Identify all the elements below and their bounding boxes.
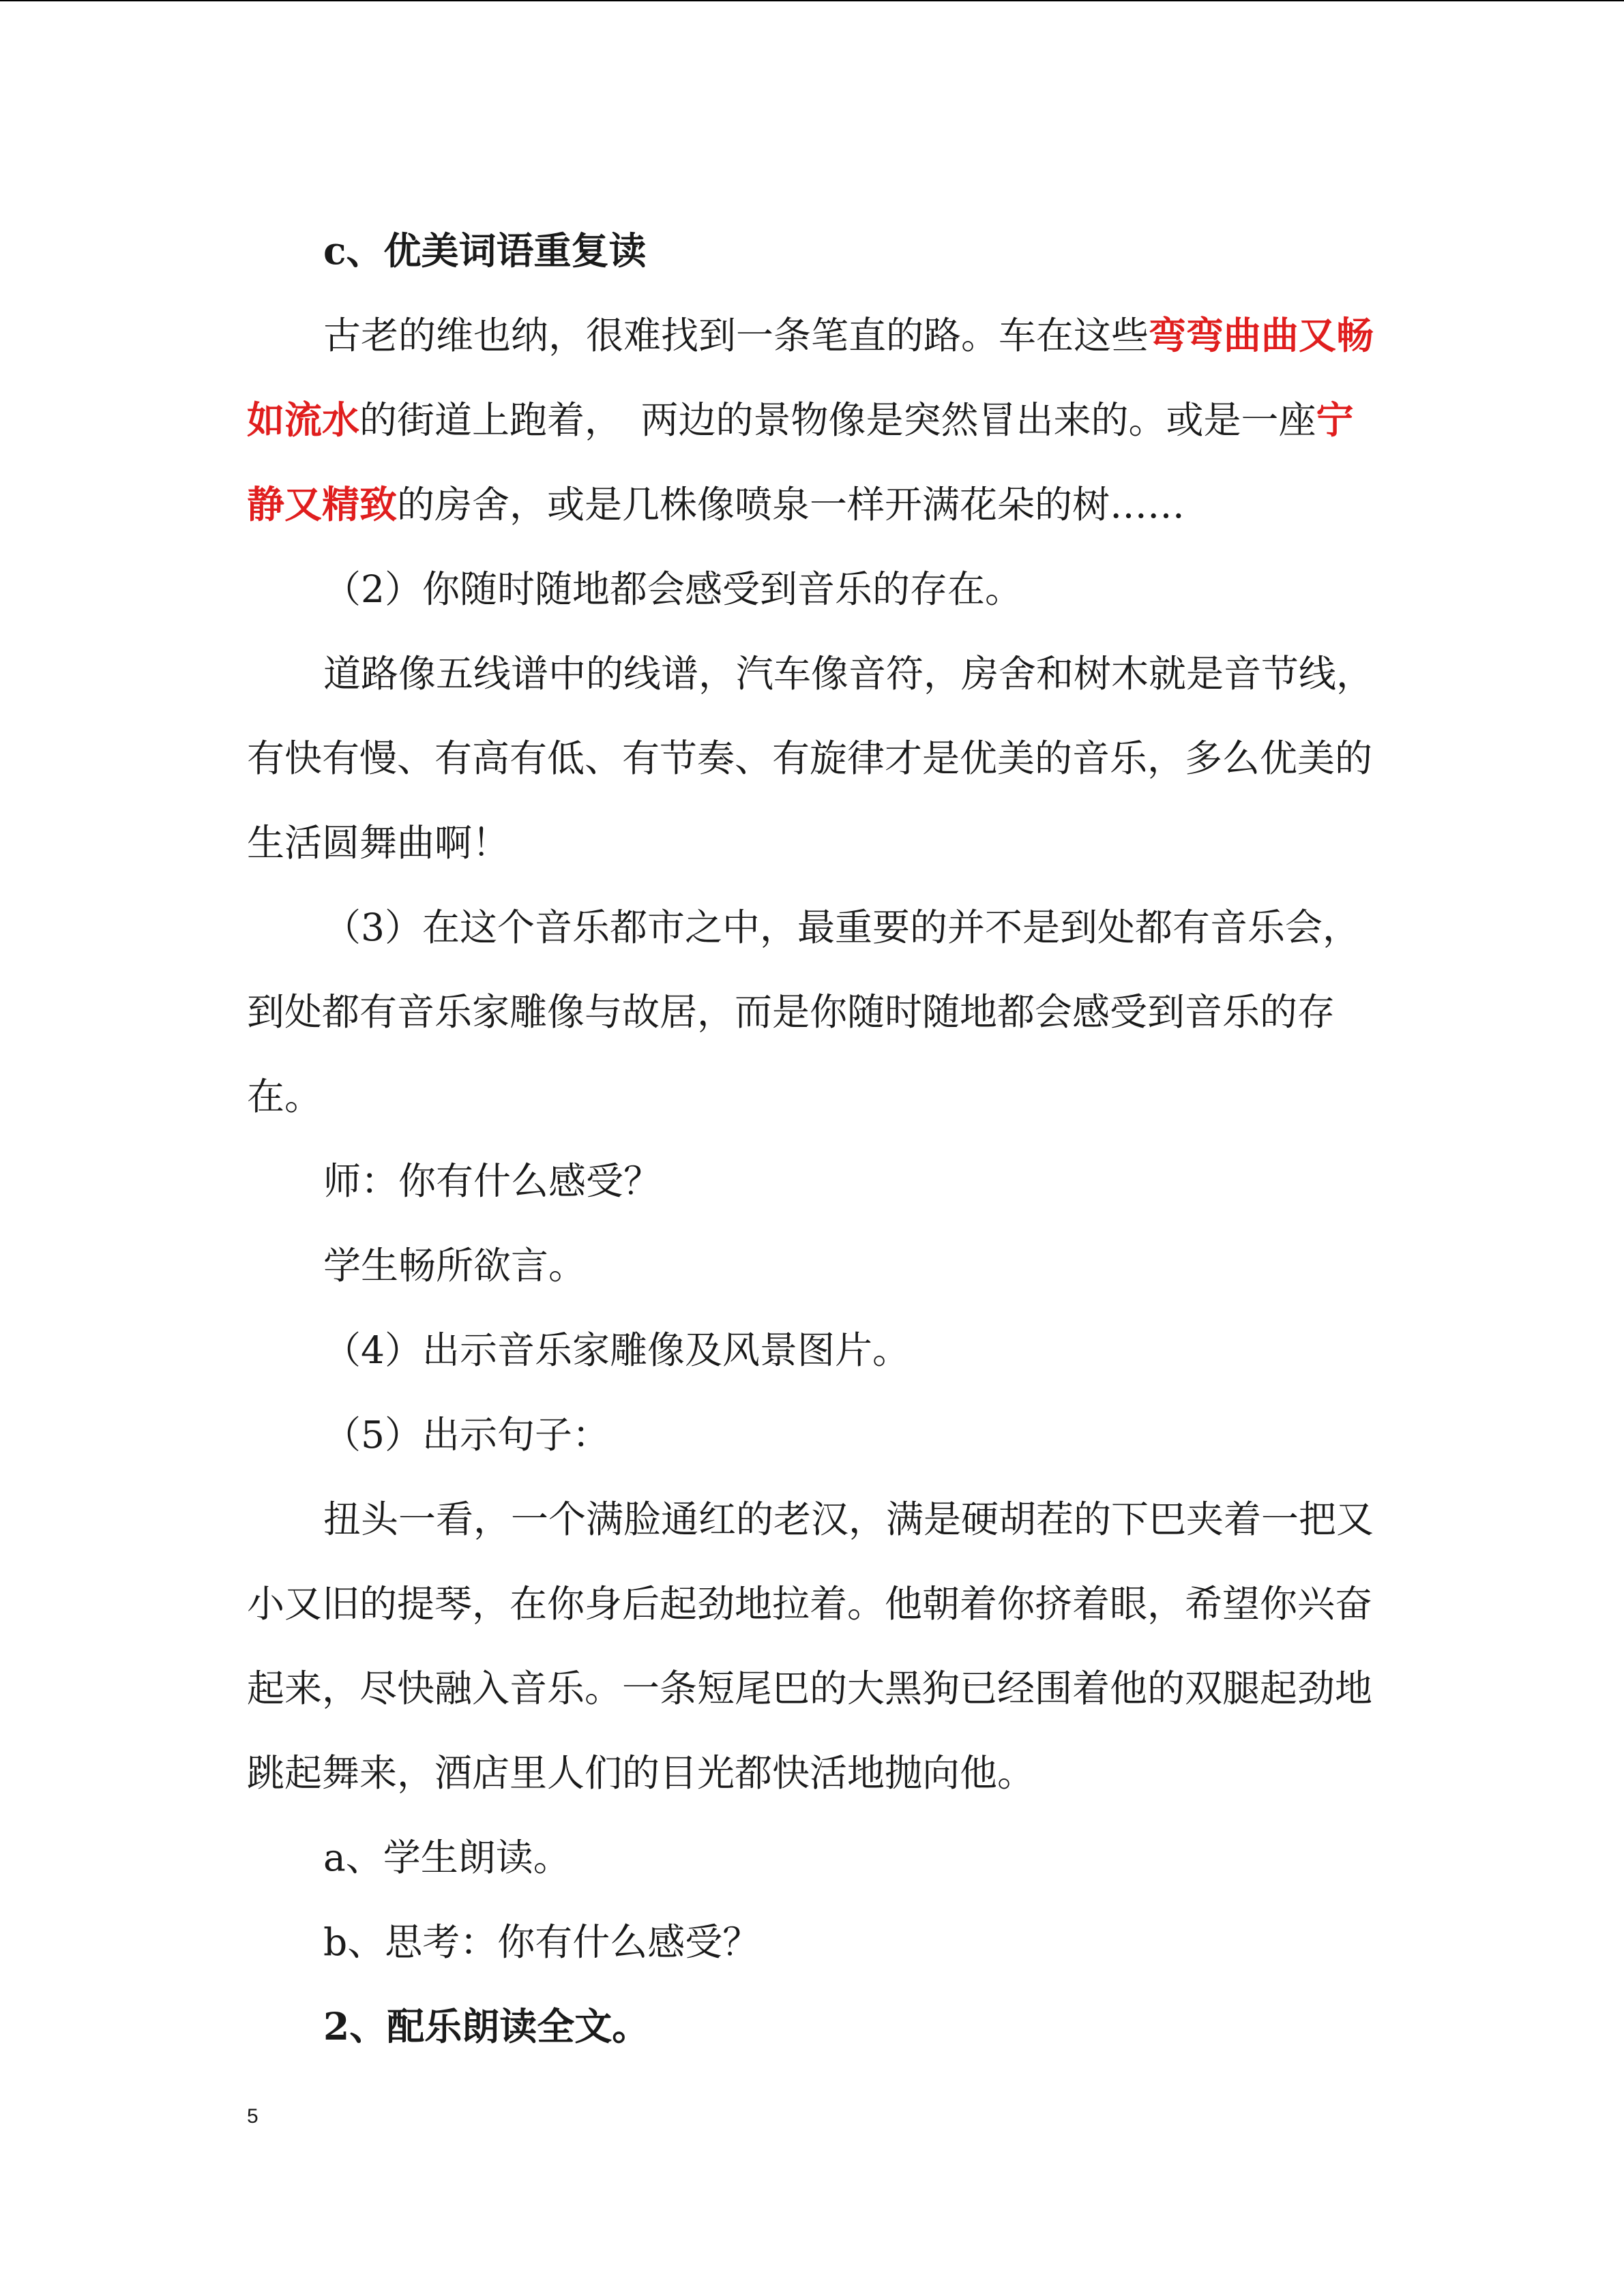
item-2: （2）你随时随地都会感受到音乐的存在。 — [323, 567, 1022, 611]
heading-c: c、优美词语重复读 — [323, 228, 647, 273]
paragraph-old-man-violin: 扭头一看，一个满脸通红的老汉，满是硬胡茬的下巴夹着一把又小又旧的提琴，在你身后起劲地拉着。他朝着你挤着眼，希望你兴奋起来，尽快融入音乐。一条短尾巴的大黑狗已经围着他的双腿起劲地跳起舞来，酒店里人们的目光都快活地抛向他。 — [247, 1497, 1374, 1795]
document-body — [247, 209, 1379, 2069]
paragraph-music-staff: 道路像五线谱中的线谱，汽车像音符，房舍和树木就是音节线，有快有慢、有高有低、有节奏、有旋律才是优美的音乐，多么优美的生活圆舞曲啊！ — [247, 652, 1374, 865]
teacher-question: 师：你有什么感受？ — [323, 1159, 662, 1203]
para1-text-1: 古老的维也纳，很难找到一条笔直的路。车在这些 — [323, 314, 1149, 357]
para1-text-3: 的房舍，或是几株像喷泉一样开满花朵的树…… — [397, 483, 1185, 526]
paragraph-vienna-roads — [247, 293, 1379, 547]
highlight-quiet-exquisite: 宁静又精致 — [247, 398, 1354, 526]
item-3: （3）在这个音乐都市之中，最重要的并不是到处都有音乐会，到处都有音乐家雕像与故居，而是你随时随地都会感受到音乐的存在。 — [247, 906, 1360, 1118]
student-response: 学生畅所欲言。 — [323, 1244, 587, 1287]
item-4: （4）出示音乐家雕像及风景图片。 — [323, 1328, 910, 1372]
sub-item-a: a、学生朗读。 — [323, 1836, 571, 1879]
para1-text-2: 的街道上跑着， 两边的景物像是突然冒出来的。或是一座 — [359, 398, 1316, 442]
heading-2: 2、配乐朗读全文。 — [323, 2004, 650, 2048]
highlight-winding-streets: 弯弯曲曲又畅如流水 — [247, 313, 1374, 442]
sub-item-b: b、思考：你有什么感受？ — [323, 1920, 761, 1964]
item-5: （5）出示句子： — [323, 1413, 610, 1457]
page-number: 5 — [247, 2105, 259, 2128]
